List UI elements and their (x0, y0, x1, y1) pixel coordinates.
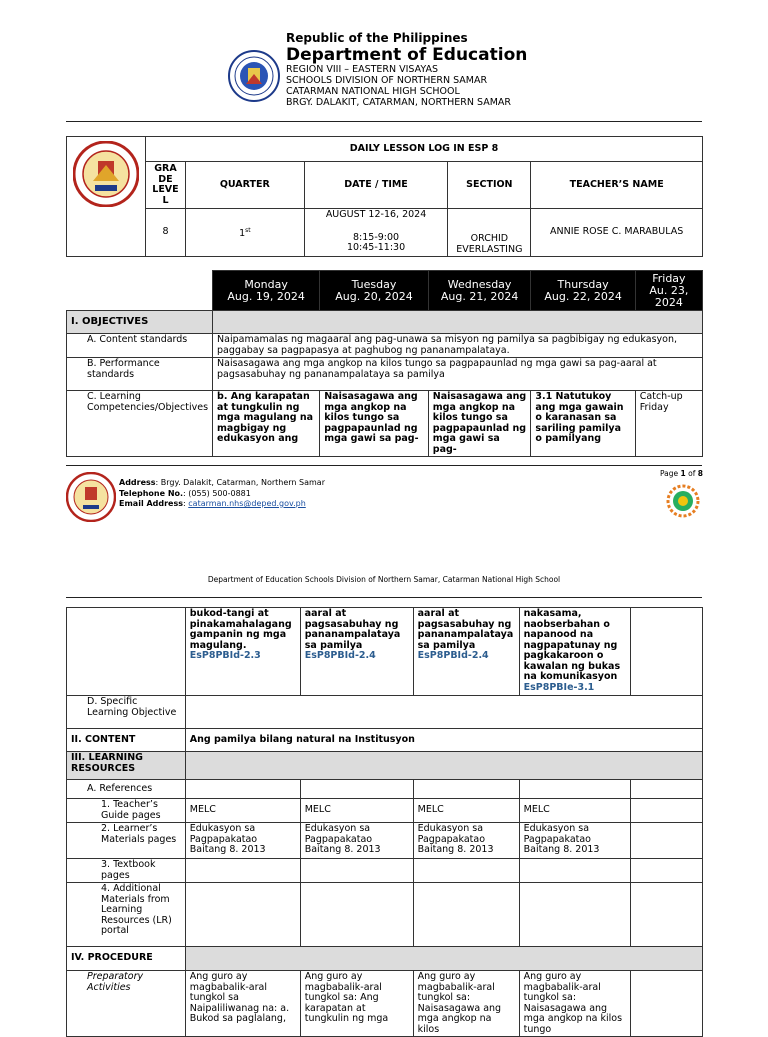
quarter-header: QUARTER (185, 162, 304, 209)
preparatory-activities-label: Preparatory Activities (67, 971, 186, 1037)
deped-seal (228, 50, 280, 102)
objectives-table (66, 270, 703, 457)
day-header-monday: Monday Aug. 19, 2024 (213, 271, 320, 311)
learning-resources-label: III. LEARNING RESOURCES (67, 752, 186, 780)
competency-cont-tuesday: aaral at pagsasabuhay ng pananampalataya sa pamilya EsP8PBId-2.4 (300, 608, 413, 696)
quarter-value: 1st (185, 209, 304, 257)
day-header-wednesday: Wednesday Aug. 21, 2024 (428, 271, 531, 311)
header-line-division: SCHOOLS DIVISION OF NORTHERN SAMAR (286, 75, 488, 86)
tg-wednesday: MELC (413, 799, 519, 823)
department-title: Department of Education (286, 45, 528, 65)
tg-thursday: MELC (519, 799, 631, 823)
competency-friday: Catch-up Friday (635, 391, 702, 457)
tg-tuesday: MELC (300, 799, 413, 823)
competency-monday: b. Ang karapatan at tungkulin ng mga magulang na magbigay ng edukasyon ang (213, 391, 320, 457)
lesson-plan-table (66, 607, 703, 1037)
date-time-header: DATE / TIME (304, 162, 448, 209)
tg-monday: MELC (185, 799, 300, 823)
running-head: Department of Education Schools Division of Northern Samar, Catarman National High School (207, 575, 561, 584)
school-logo-cell (67, 137, 146, 257)
additional-materials-label: 4. Additional Materials from Learning Resources (LR) portal (67, 883, 186, 947)
lm-thursday: Edukasyon sa Pagpapakatao Baitang 8. 2013 (519, 823, 631, 859)
header-divider (66, 121, 702, 122)
competency-cont-monday: bukod-tangi at pinakamahalagang gampanin ng mga magulang. EsP8PBId-2.3 (185, 608, 300, 696)
competency-thursday: 3.1 Natutukoy ang mga gawain o karanasan sa sariling pamilya o pamilyang (531, 391, 635, 457)
teacher-name-header: TEACHER’S NAME (531, 162, 703, 209)
header-line-region: REGION VIII – EASTERN VISAYAS (286, 64, 438, 75)
footer-divider (66, 465, 702, 466)
competency-cont-wednesday: aaral at pagsasabuhay ng pananampalataya sa pamilya EsP8PBId-2.4 (413, 608, 519, 696)
header-line-school: CATARMAN NATIONAL HIGH SCHOOL (286, 86, 460, 97)
teachers-guide-label: 1. Teacher’s Guide pages (67, 799, 186, 823)
republic-text: Republic of the Philippines (286, 31, 468, 45)
lm-tuesday: Edukasyon sa Pagpapakatao Baitang 8. 2013 (300, 823, 413, 859)
lm-wednesday: Edukasyon sa Pagpapakatao Baitang 8. 2013 (413, 823, 519, 859)
performance-standards-value: Naisasagawa ang mga angkop na kilos tungo sa pagpapaunlad ng mga gawi sa pag-aaral at pagsasabuhay ng pananampalataya sa pamilya (213, 358, 703, 391)
content-standards-label: A. Content standards (67, 334, 213, 358)
content-standards-value: Naipamamalas ng magaaral ang pag-unawa sa misyon ng pamilya sa pagbibigay ng edukasyon, paggabay sa pagpapasya at paghubog ng pananampalataya. (213, 334, 703, 358)
lm-monday: Edukasyon sa Pagpapakatao Baitang 8. 2013 (185, 823, 300, 859)
learners-materials-label: 2. Learner’s Materials pages (67, 823, 186, 859)
specific-objective-label: D. Specific Learning Objective (67, 696, 186, 729)
footer-telephone: Telephone No.: (055) 500-0881 (119, 488, 251, 498)
procedure-label: IV. PROCEDURE (67, 947, 186, 971)
day-header-thursday: Thursday Aug. 22, 2024 (531, 271, 635, 311)
objectives-label: I. OBJECTIVES (67, 311, 213, 334)
matatag-logo (666, 484, 700, 518)
date-time-value: AUGUST 12-16, 2024 8:15-9:00 10:45-11:30 (304, 209, 448, 257)
email-link[interactable]: catarman.nhs@deped.gov.ph (188, 499, 306, 508)
footer-school-logo (66, 472, 116, 522)
page2-divider (66, 597, 702, 598)
teacher-name-value: ANNIE ROSE C. MARABULAS (531, 209, 703, 257)
references-label: A. References (67, 780, 186, 799)
dll-title: DAILY LESSON LOG IN ESP 8 (145, 137, 702, 162)
prep-thursday: Ang guro ay magbabalik-aral tungkol sa: Naisasagawa ang mga angkop na kilos tungo (519, 971, 631, 1037)
content-label: II. CONTENT (67, 729, 186, 752)
section-header: SECTION (448, 162, 531, 209)
footer-email: Email Address: catarman.nhs@deped.gov.ph (119, 499, 306, 508)
page-number: Page 1 of 8 (660, 469, 703, 478)
textbook-pages-label: 3. Textbook pages (67, 859, 186, 883)
school-logo (73, 141, 139, 207)
competency-wednesday: Naisasagawa ang mga angkop na kilos tungo sa pagpapaunlad ng mga gawi sa pag- (428, 391, 531, 457)
prep-monday: Ang guro ay magbabalik-aral tungkol sa Naipaliliwanag na: a. Bukod sa paglalang, (185, 971, 300, 1037)
performance-standards-label: B. Performance standards (67, 358, 213, 391)
footer-contact (119, 478, 325, 510)
prep-tuesday: Ang guro ay magbabalik-aral tungkol sa: Ang karapatan at tungkulin ng mga (300, 971, 413, 1037)
footer-address: Address: Brgy. Dalakit, Catarman, Northern Samar (119, 478, 325, 487)
competency-tuesday: Naisasagawa ang mga angkop na kilos tungo sa pagpapaunlad ng mga gawi sa pag- (320, 391, 429, 457)
grade-level-header: GRA DE LEVE L (145, 162, 185, 209)
day-header-friday: Friday Au. 23, 2024 (635, 271, 702, 311)
grade-value: 8 (145, 209, 185, 257)
content-value: Ang pamilya bilang natural na Institusyon (185, 729, 702, 752)
competency-cont-thursday: nakasama, naobserbahan o napanood na nagpapatunay ng pagkakaroon o kawalan ng bukas na komunikasyon EsP8PBIe-3.1 (519, 608, 631, 696)
header-line-address: BRGY. DALAKIT, CATARMAN, NORTHERN SAMAR (286, 97, 512, 108)
section-value: ORCHID EVERLASTING (448, 209, 531, 257)
lesson-info-table (66, 136, 703, 257)
day-header-tuesday: Tuesday Aug. 20, 2024 (320, 271, 429, 311)
competencies-label: C. Learning Competencies/Objectives (67, 391, 213, 457)
prep-wednesday: Ang guro ay magbabalik-aral tungkol sa: Naisasagawa ang mga angkop na kilos (413, 971, 519, 1037)
